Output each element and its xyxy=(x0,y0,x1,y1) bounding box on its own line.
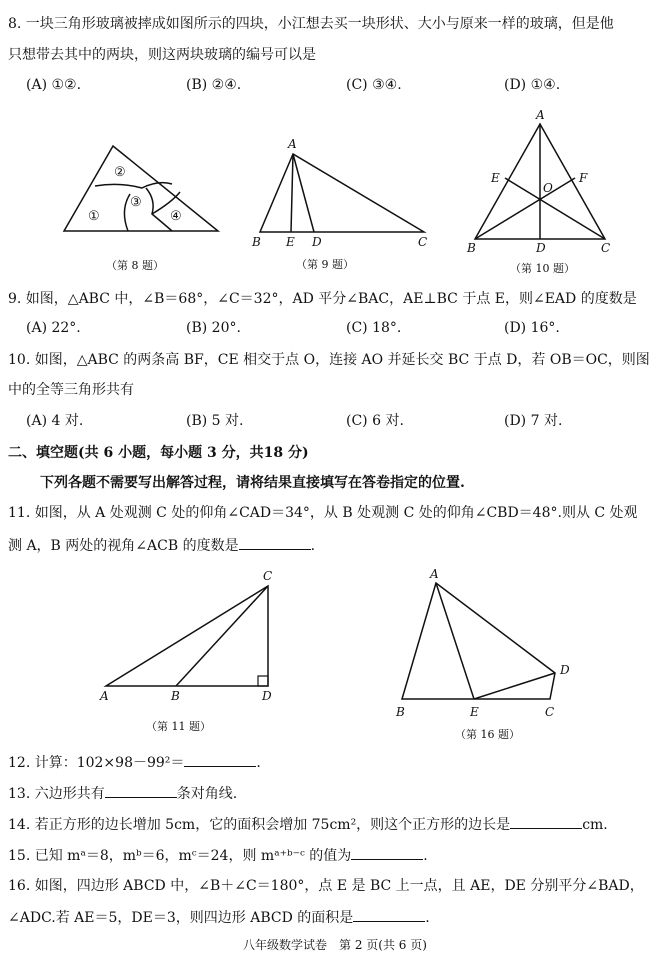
fig10-label-o: O xyxy=(543,181,553,195)
fig9-caption: （第 9 题） xyxy=(296,258,354,271)
q9-text-line1: 9. 如图，△ABC 中，∠B＝68°，∠C＝32°，AD 平分∠BAC，AE⊥BC 于点 E，则∠EAD 的度数是 xyxy=(8,291,637,307)
q12-answer-blank xyxy=(184,752,256,767)
q11-text: 测 A，B 两处的视角∠ACB 的度数是 xyxy=(8,538,239,554)
fig9-label-a: A xyxy=(288,137,297,151)
q11-answer-blank xyxy=(239,535,311,550)
fig10-label-a: A xyxy=(536,108,545,122)
fig11-label-d: D xyxy=(262,689,272,703)
q14-end: cm. xyxy=(582,817,608,833)
q13-end: 条对角线. xyxy=(176,786,238,802)
q10-option-c: (C) 6 对. xyxy=(346,413,404,429)
fig9-label-d: D xyxy=(312,235,322,249)
fig10-label-d: D xyxy=(536,241,546,255)
q10-text-line2: 中的全等三角形共有 xyxy=(8,382,134,398)
section2-instruction: 下列各题不需要写出解答过程，请将结果直接填写在答卷指定的位置. xyxy=(40,475,465,491)
q12-line xyxy=(8,752,261,773)
q14-answer-blank xyxy=(510,814,582,829)
q15-answer-blank xyxy=(351,845,423,860)
q8-text-line2: 只想带去其中的两块，则这两块玻璃的编号可以是 xyxy=(8,47,316,63)
q15-line xyxy=(8,845,428,866)
fig9-label-b: B xyxy=(252,235,261,249)
fig16-label-b: B xyxy=(396,705,405,719)
fig11-caption: （第 11 题） xyxy=(146,720,211,733)
q15-end: . xyxy=(423,848,428,864)
q11-text-line2 xyxy=(8,535,315,556)
q16-answer-blank xyxy=(353,907,425,922)
fig11-label-c: C xyxy=(263,569,273,583)
fig10-label-e: E xyxy=(491,171,500,185)
q14-text: 14. 若正方形的边长增加 5cm，它的面积会增加 75cm²，则这个正方形的边长是 xyxy=(8,817,511,833)
fig10-label-c: C xyxy=(601,241,611,255)
q16-end: . xyxy=(425,910,430,926)
q13-answer-blank xyxy=(105,783,177,798)
fig11-label-a: A xyxy=(100,689,109,703)
section2-heading: 二、填空题(共 6 小题，每小题 3 分，共18 分) xyxy=(8,445,309,461)
q15-text: 15. 已知 mᵃ＝8，mᵇ＝6，mᶜ＝24，则 mᵃ⁺ᵇ⁻ᶜ 的值为 xyxy=(8,848,352,864)
q16-line2 xyxy=(8,907,430,928)
fig8-piece-3: ③ xyxy=(130,195,142,210)
q8-text-line1: 8. 一块三角形玻璃被摔成如图所示的四块，小江想去买一块形状、大小与原来一样的玻璃，但是他 xyxy=(8,16,614,32)
figure-8 xyxy=(60,140,225,240)
figure-9 xyxy=(248,136,438,254)
q16-text-line1: 16. 如图，四边形 ABCD 中，∠B＋∠C＝180°，点 E 是 BC 上一点，且 AE，DE 分别平分∠BAD， xyxy=(8,878,644,894)
q10-option-a: (A) 4 对. xyxy=(26,413,84,429)
fig10-label-f: F xyxy=(579,171,588,185)
q14-line xyxy=(8,814,608,835)
q13-line xyxy=(8,783,237,804)
fig16-label-c: C xyxy=(545,705,555,719)
fig8-piece-4: ④ xyxy=(170,209,182,224)
fig9-label-e: E xyxy=(286,235,295,249)
q11-text-line1: 11. 如图，从 A 处观测 C 处的仰角∠CAD＝34°，从 B 处观测 C 处的仰角∠CBD＝48°.则从 C 处观 xyxy=(8,505,638,521)
q13-text: 13. 六边形共有 xyxy=(8,786,105,802)
q12-text: 12. 计算：102×98－99²＝ xyxy=(8,755,185,771)
q9-option-b: (B) 20°. xyxy=(186,320,241,336)
fig8-caption: （第 8 题） xyxy=(106,259,164,272)
q8-option-a: (A) ①②. xyxy=(26,77,82,93)
fig8-piece-2: ② xyxy=(114,165,126,180)
fig16-label-a: A xyxy=(430,567,439,581)
fig10-caption: （第 10 题） xyxy=(510,262,575,275)
q9-option-a: (A) 22°. xyxy=(26,320,81,336)
q9-option-d: (D) 16°. xyxy=(504,320,560,336)
fig16-label-d: D xyxy=(560,663,570,677)
q12-end: . xyxy=(256,755,261,771)
fig9-label-c: C xyxy=(418,235,428,249)
q10-text-line1: 10. 如图，△ABC 的两条高 BF，CE 相交于点 O，连接 AO 并延长交 BC 于点 D，若 OB＝OC，则图 xyxy=(8,352,650,368)
fig11-label-b: B xyxy=(171,689,180,703)
q8-option-c: (C) ③④. xyxy=(346,77,402,93)
q10-option-d: (D) 7 对. xyxy=(504,413,563,429)
figure-11 xyxy=(96,566,286,706)
q8-option-d: (D) ①④. xyxy=(504,77,561,93)
fig8-piece-1: ① xyxy=(88,209,100,224)
q9-option-c: (C) 18°. xyxy=(346,320,402,336)
fig16-caption: （第 16 题） xyxy=(455,728,520,741)
q11-end: . xyxy=(310,538,316,554)
page-footer: 八年级数学试卷 第 2 页(共 6 页) xyxy=(243,938,427,952)
fig16-label-e: E xyxy=(470,705,479,719)
fig10-label-b: B xyxy=(467,241,476,255)
q8-option-b: (B) ②④. xyxy=(186,77,242,93)
figure-10 xyxy=(465,108,615,256)
figure-16 xyxy=(390,566,580,726)
q16-text: ∠ADC.若 AE＝5，DE＝3，则四边形 ABCD 的面积是 xyxy=(8,910,354,926)
q10-option-b: (B) 5 对. xyxy=(186,413,244,429)
